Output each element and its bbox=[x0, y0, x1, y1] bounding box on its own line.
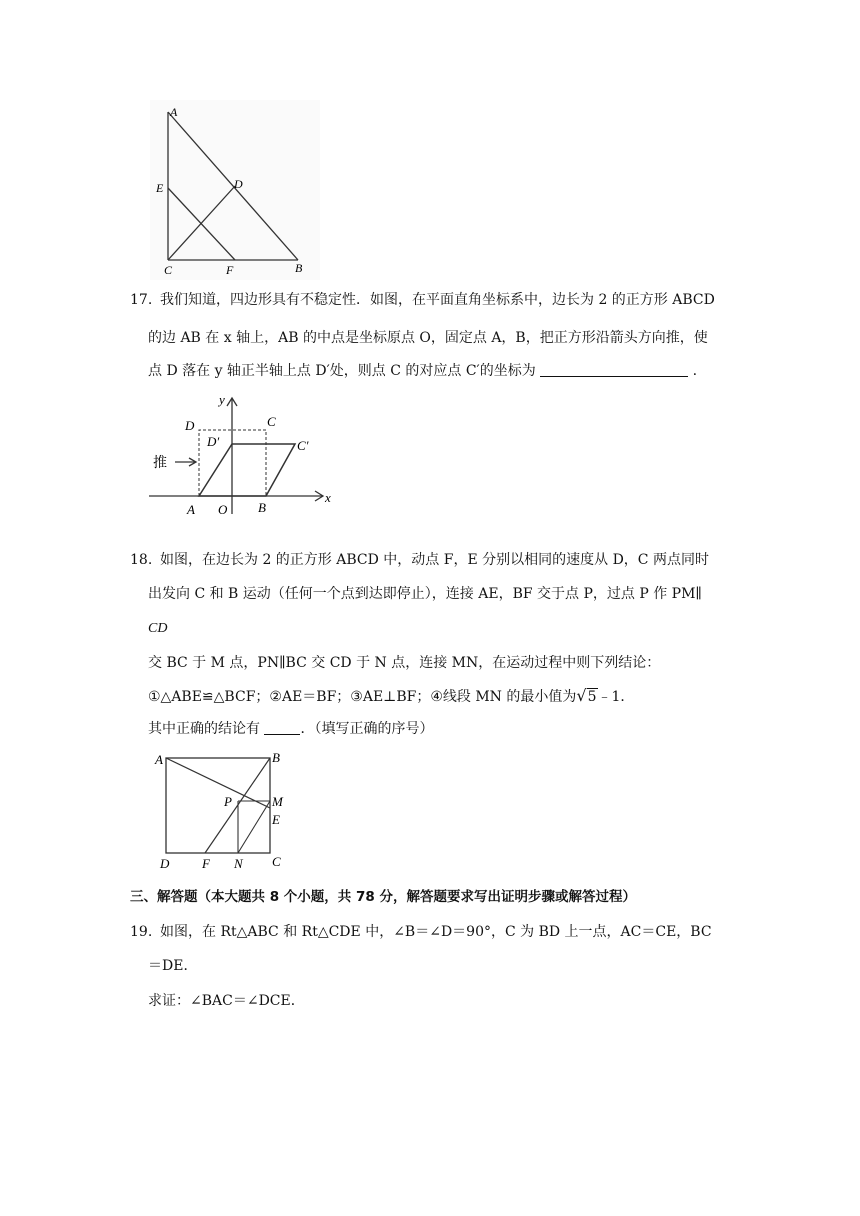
q18-line4: 交 BC 于 M 点，PN∥BC 交 CD 于 N 点，连接 MN，在运动过程中则下列结论： bbox=[148, 655, 661, 671]
q18-number: 18. bbox=[130, 552, 153, 568]
q19-line3: 求证：∠BAC＝∠DCE． bbox=[148, 993, 305, 1009]
q18-line1: 如图，在边长为 2 的正方形 ABCD 中，动点 F，E 分别以相同的速度从 D，C 两点同时 bbox=[160, 552, 709, 568]
q18-line2: 出发向 C 和 B 运动（任何一个点到达即停止），连接 AE，BF 交于点 P，过点 P 作 PM∥ bbox=[148, 586, 702, 602]
label-D-prime: D′ bbox=[207, 434, 220, 449]
q19-line2: ＝DE． bbox=[148, 958, 198, 974]
q18-line6-end: ．（填写正确的序号） bbox=[300, 721, 434, 737]
label-D: D bbox=[234, 177, 243, 191]
sqrt-sign: √ bbox=[576, 686, 587, 705]
q18-line6-text: 其中正确的结论有 bbox=[148, 721, 260, 737]
label-C: C bbox=[164, 263, 173, 277]
q19-number: 19. bbox=[130, 924, 153, 940]
label-P: P bbox=[224, 794, 232, 809]
q17-answer-blank[interactable] bbox=[540, 362, 688, 377]
figure-q17 bbox=[145, 392, 340, 520]
q17-number: 17. bbox=[130, 292, 153, 308]
label-C: C bbox=[267, 414, 276, 429]
label-N: N bbox=[234, 856, 243, 871]
square-ABCD bbox=[166, 758, 270, 853]
q18-line3: CD bbox=[148, 621, 168, 636]
q18-answer-blank[interactable] bbox=[264, 720, 300, 735]
label-M: M bbox=[272, 794, 283, 809]
q19-line1: 如图，在 Rt△ABC 和 Rt△CDE 中，∠B＝∠D＝90°，C 为 BD 上一点，AC＝CE，BC bbox=[160, 924, 712, 940]
pushed-parallelogram bbox=[199, 444, 295, 496]
q17-line3-text: 点 D 落在 y 轴正半轴上点 D′处，则点 C 的对应点 C′的坐标为 bbox=[148, 363, 536, 379]
label-A: A bbox=[187, 502, 195, 517]
label-y: y bbox=[219, 392, 225, 407]
q17-line3 bbox=[148, 361, 697, 381]
label-B: B bbox=[295, 261, 303, 275]
label-D: D bbox=[160, 856, 170, 871]
label-E: E bbox=[272, 812, 280, 827]
section-3-heading: 三、解答题（本大题共 8 个小题，共 78 分，解答题要求写出证明步骤或解答过程） bbox=[130, 889, 636, 905]
label-E: E bbox=[156, 181, 164, 195]
q18-line5 bbox=[148, 686, 634, 707]
sqrt-radicand: 5 bbox=[587, 689, 597, 705]
label-push: 推 bbox=[153, 455, 167, 471]
label-F: F bbox=[226, 263, 234, 277]
label-A: A bbox=[170, 105, 178, 119]
label-B: B bbox=[258, 500, 266, 515]
q18-line6 bbox=[148, 719, 433, 739]
label-O: O bbox=[218, 502, 228, 517]
q17-line1: 我们知道，四边形具有不稳定性．如图，在平面直角坐标系中，边长为 2 的正方形 ABCD bbox=[160, 292, 715, 308]
label-B: B bbox=[272, 750, 280, 765]
q18-minus-one: ﹣1． bbox=[597, 689, 635, 705]
label-x: x bbox=[325, 490, 331, 505]
segment-MN bbox=[238, 801, 270, 853]
label-D: D bbox=[185, 418, 195, 433]
label-C-prime: C′ bbox=[297, 438, 309, 453]
label-C: C bbox=[272, 854, 281, 869]
label-F: F bbox=[202, 856, 210, 871]
figure-q18 bbox=[150, 748, 295, 873]
figure-q16 bbox=[150, 100, 320, 280]
q18-statements: ①△ABE≌△BCF；②AE＝BF；③AE⊥BF；④线段 MN 的最小值为 bbox=[148, 689, 577, 705]
label-A: A bbox=[155, 752, 163, 767]
q17-line3-end: . bbox=[692, 363, 698, 379]
q17-line2: 的边 AB 在 x 轴上，AB 的中点是坐标原点 O，固定点 A，B，把正方形沿箭头方向推，使 bbox=[148, 330, 708, 346]
